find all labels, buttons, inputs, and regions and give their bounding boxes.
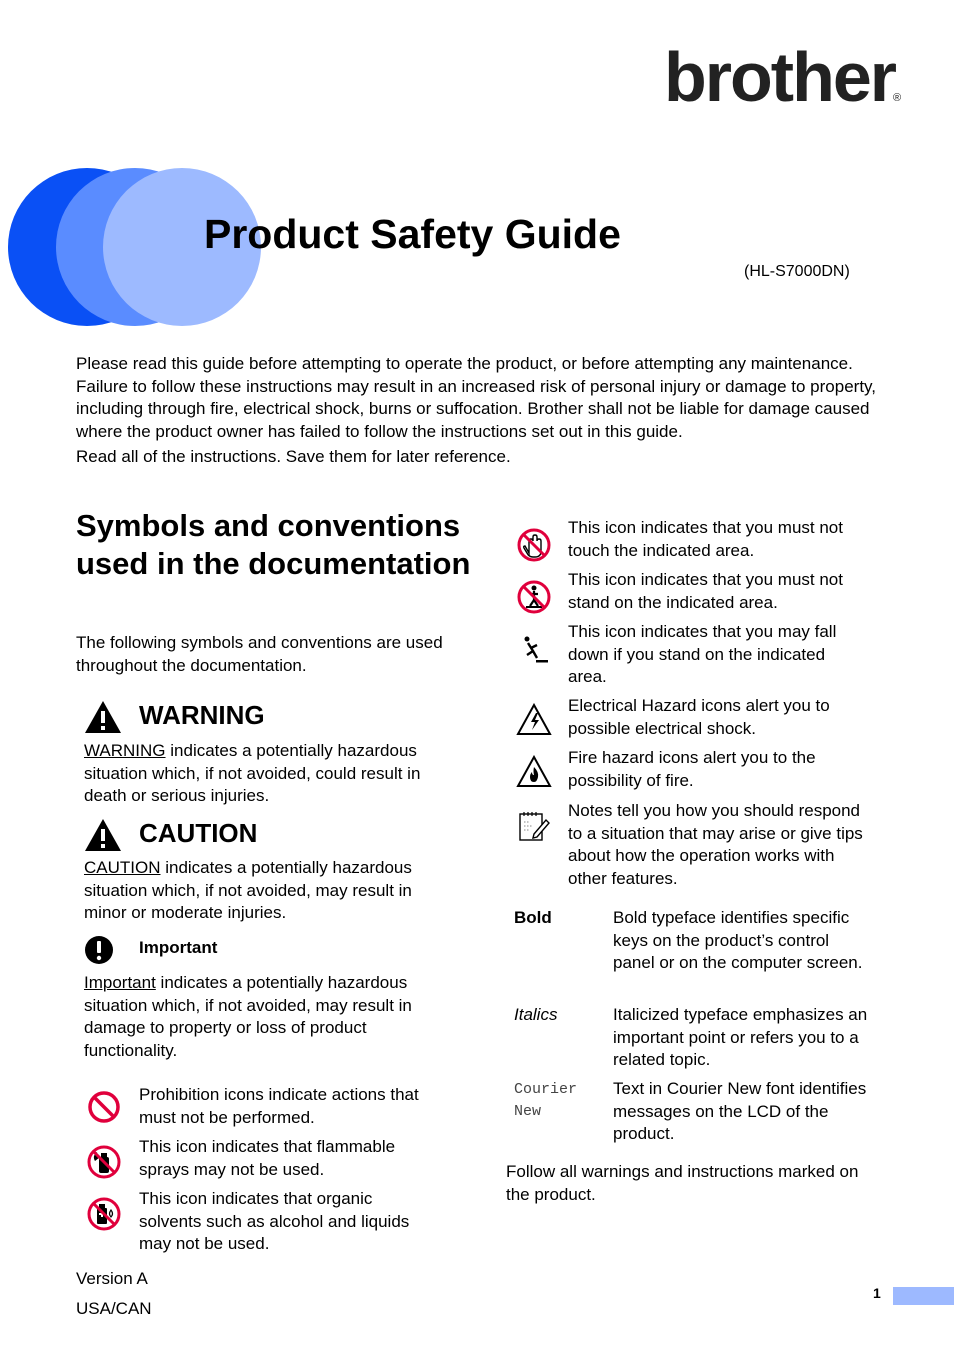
electrical-hazard-text: Electrical Hazard icons alert you to possible electrical shock. [568, 696, 830, 738]
no-standing-icon [516, 579, 552, 615]
icon-row-electrical-hazard [514, 695, 874, 740]
electrical-hazard-icon [516, 703, 552, 737]
no-touch-icon [516, 527, 552, 563]
warning-heading: WARNING [139, 700, 265, 730]
caution-term: CAUTION [84, 858, 161, 877]
intro-paragraph-2: Read all of the instructions. Save them for later reference. [76, 447, 511, 466]
version-label: Version A [76, 1269, 148, 1288]
icon-row-fire-hazard [514, 747, 874, 792]
organic-solvents-text: This icon indicates that organic solvents such as alcohol and liquids may not be used. [139, 1189, 410, 1253]
fire-hazard-text: Fire hazard icons alert you to the possibility of fire. [568, 748, 816, 790]
warning-text [84, 740, 434, 808]
important-heading: Important [139, 938, 218, 957]
important-text [84, 972, 439, 1062]
flammable-sprays-text: This icon indicates that flammable sprays may not be used. [139, 1137, 396, 1179]
icon-row-no-touch [514, 517, 874, 563]
icon-row-organic-solvents [84, 1188, 444, 1256]
convention-term-italics: Italics [514, 1005, 558, 1024]
caution-description: indicates a potentially hazardous situation which, if not avoided, may result in minor or moderate injuries. [84, 858, 412, 922]
convention-desc-courier: Text in Courier New font identifies messages on the LCD of the product. [613, 1079, 867, 1143]
warning-triangle-icon [84, 700, 122, 734]
note-text: Notes tell you how you should respond to a situation that may arise or give tips about how the operation works with other features. [568, 801, 863, 888]
prohibition-text: Prohibition icons indicate actions that must not be performed. [139, 1085, 419, 1127]
intro-paragraph: Please read this guide before attempting to operate the product, or before attempting any maintenance. Failure to follow these instructions may result in an increased risk of personal injury or damage to property, including through fire, electrical shock, burns or suffocation. Brother shall not be liable for damage caused where the product owner has failed to follow the instructions set out in this guide. [76, 354, 877, 441]
model-number: (HL-S7000DN) [744, 263, 850, 280]
brother-logo: brother [664, 38, 895, 116]
warning-description: indicates a potentially hazardous situation which, if not avoided, could result in death or serious injuries. [84, 741, 421, 805]
caution-heading: CAUTION [139, 818, 258, 848]
important-term: Important [84, 973, 156, 992]
fire-hazard-icon [516, 755, 552, 789]
caution-triangle-icon [84, 818, 122, 852]
no-standing-text: This icon indicates that you must not stand on the indicated area. [568, 570, 843, 612]
follow-instructions-text: Follow all warnings and instructions marked on the product. [506, 1162, 859, 1204]
warning-term: WARNING [84, 741, 166, 760]
convention-term-courier: Courier New [514, 1081, 578, 1120]
icon-row-note [514, 800, 874, 890]
page-tab-bar [893, 1287, 954, 1305]
prohibition-icon [87, 1090, 121, 1124]
no-flammable-sprays-icon [86, 1144, 122, 1180]
icon-row-prohibition [84, 1084, 444, 1129]
region-label: USA/CAN [76, 1299, 152, 1318]
no-organic-solvents-icon [86, 1196, 122, 1232]
icon-row-fall-hazard [514, 621, 874, 689]
conventions-table [514, 907, 874, 1152]
icon-row-no-standing [514, 569, 874, 615]
fall-hazard-icon [516, 631, 552, 667]
fall-hazard-text: This icon indicates that you may fall down if you stand on the indicated area. [568, 622, 837, 686]
section-lead: The following symbols and conventions are used throughout the documentation. [76, 633, 443, 675]
intro [76, 353, 886, 469]
note-icon [516, 808, 552, 844]
page-number: 1 [873, 1285, 881, 1301]
conventions-row [514, 907, 874, 1004]
registered-mark: ® [893, 92, 902, 104]
important-exclamation-icon [84, 935, 114, 965]
no-touch-text: This icon indicates that you must not touch the indicated area. [568, 518, 843, 560]
conventions-row [514, 1078, 874, 1152]
section-heading: Symbols and conventions used in the documentation [76, 508, 471, 581]
caution-text [84, 857, 439, 925]
page-title: Product Safety Guide [204, 211, 621, 257]
convention-desc-italics: Italicized typeface emphasizes an important point or refers you to a related topic. [613, 1005, 868, 1069]
icon-row-flammable-sprays [84, 1136, 444, 1181]
conventions-row [514, 1004, 874, 1078]
convention-term-bold: Bold [514, 908, 552, 927]
convention-desc-bold: Bold typeface identifies specific keys on the product’s control panel or on the computer screen. [613, 908, 863, 972]
important-description: indicates a potentially hazardous situation which, if not avoided, may result in damage to property or loss of product functionality. [84, 973, 412, 1060]
